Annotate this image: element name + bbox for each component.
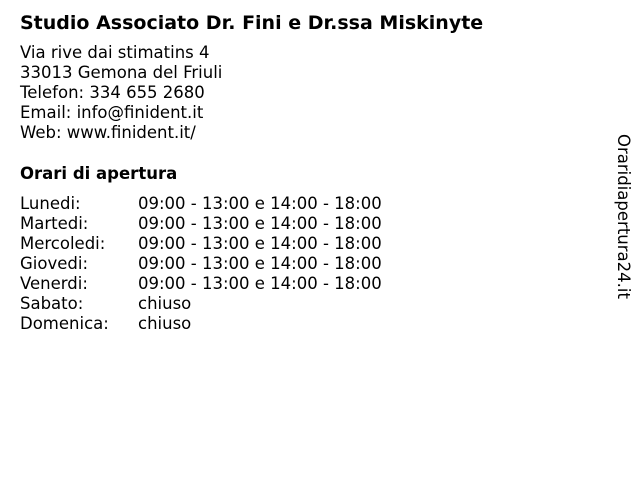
business-name: Studio Associato Dr. Fini e Dr.ssa Miskinyte (20, 12, 484, 34)
phone-number: Telefon: 334 655 2680 (20, 83, 205, 102)
address-block (20, 43, 222, 143)
day-label: Sabato: (20, 294, 84, 313)
day-label: Venerdi: (20, 274, 88, 293)
email-address: Email: info@finident.it (20, 103, 204, 122)
day-hours: chiuso (138, 294, 192, 313)
street-address: Via rive dai stimatins 4 (20, 43, 210, 62)
day-label: Lunedi: (20, 194, 81, 213)
city-address: 33013 Gemona del Friuli (20, 63, 223, 82)
day-label: Mercoledi: (20, 234, 106, 253)
day-hours: 09:00 - 13:00 e 14:00 - 18:00 (138, 234, 382, 253)
day-label: Martedi: (20, 214, 89, 233)
day-label: Giovedi: (20, 254, 88, 273)
brand-watermark (612, 134, 636, 310)
day-hours: 09:00 - 13:00 e 14:00 - 18:00 (138, 274, 382, 293)
opening-hours-heading: Orari di apertura (20, 164, 178, 183)
day-hours: 09:00 - 13:00 e 14:00 - 18:00 (138, 214, 382, 233)
day-hours: 09:00 - 13:00 e 14:00 - 18:00 (138, 194, 382, 213)
day-hours: 09:00 - 13:00 e 14:00 - 18:00 (138, 254, 382, 273)
day-label: Domenica: (20, 314, 109, 333)
website-address: Web: www.finident.it/ (20, 123, 196, 142)
day-hours: chiuso (138, 314, 192, 333)
brand-watermark-text: Oraridiapertura24.it (614, 134, 633, 299)
